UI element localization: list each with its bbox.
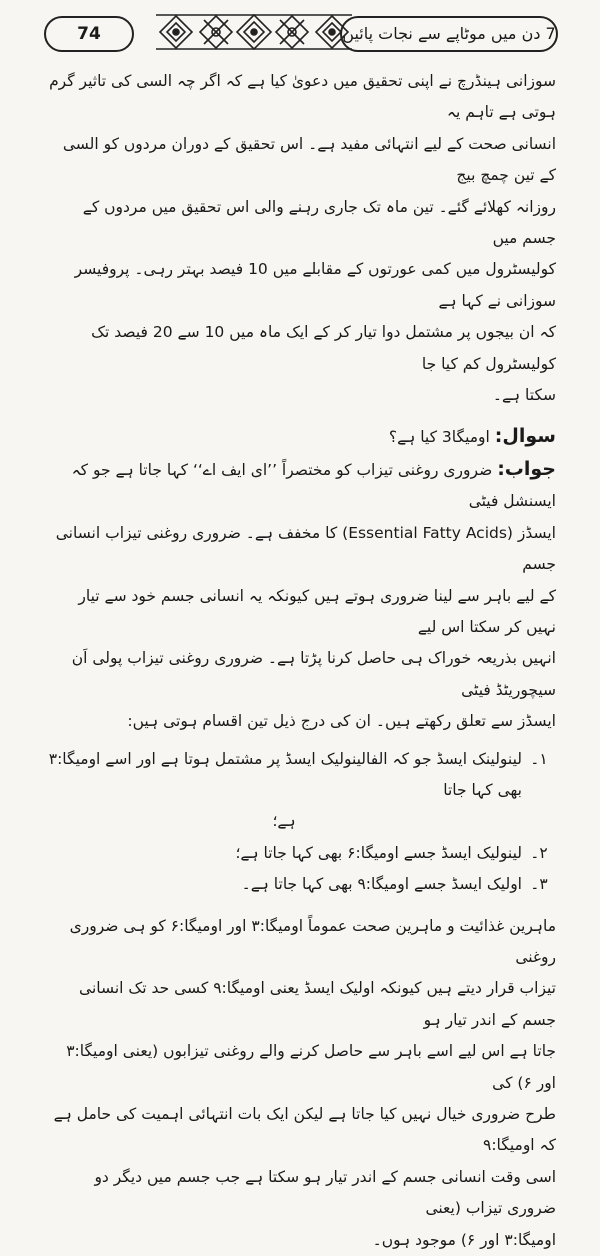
answer-line: ایسڈز سے تعلق رکھتے ہیں۔ ان کی درج ذیل تین اقسام ہوتی ہیں: [127,712,556,731]
list-item [46,869,556,900]
list-number: ۲۔ [530,843,548,862]
body-line: کولیسٹرول میں کمی عورتوں کے مقابلے میں 10 فیصد بہتر رہی۔ پروفیسر سوزانی نے کہا ہے [74,260,556,310]
list-item [46,838,556,869]
body-line: اسی وقت انسانی جسم کے اندر تیار ہو سکتا ہے جب جسم میں دیگر دو ضروری تیزاب (یعنی [94,1167,556,1218]
body-line: طرح ضروری خیال نہیں کیا جاتا ہے لیکن ایک بات انتہائی اہمیت کی حامل ہے کہ اومیگا:۹ [53,1105,556,1155]
answer-text: ضروری روغنی تیزاب کو مختصراً ’’ای ایف اے‘‘ کہا جاتا ہے جو کہ ایسنشل فیٹی [71,460,556,511]
list-text: لینولیک ایسڈ جسے اومیگا:۶ بھی کہا جاتا ہے؛ [235,843,522,862]
body-line: سکتا ہے۔ [492,386,556,405]
body-line: ماہرین غذائیت و ماہرین صحت عموماً اومیگا:۳ اور اومیگا:۶ کو ہی ضروری روغنی [69,916,556,966]
list-text: لینولینک ایسڈ جو کہ الفالینولیک ایسڈ پر مشتمل ہوتا ہے اور اسے اومیگا:۳ بھی کہا جاتا [48,749,522,799]
body-line: کہ ان بیجوں پر مشتمل دوا تیار کر کے ایک ماہ میں 10 سے 20 فیصد تک کولیسٹرول کم کیا جا [91,323,556,373]
list-text: ہے؛ [272,812,296,831]
answer-line: کے لیے باہر سے لینا ضروری ہوتے ہیں کیونکہ یہ انسانی جسم خود سے تیار نہیں کر سکتا اس لیے [78,586,556,636]
english-term: (Essential Fatty Acids) [342,523,513,542]
question [46,421,556,453]
answer-text: کا مخفف ہے۔ ضروری روغنی تیزاب انسانی جسم [55,523,556,574]
list-number: ۱۔ [530,749,548,768]
body-line: روزانہ کھلائے گئے۔ تین ماہ تک جاری رہنے والی اس تحقیق میں مردوں کے جسم میں [82,197,556,248]
ornament-border-icon [156,12,352,52]
answer-text: ایسڈز [517,523,556,542]
acid-list [46,744,556,901]
body-line: سوزانی ہینڈرچ نے اپنی تحقیق میں دعویٰ کیا ہے کہ اگر چہ السی کی تاثیر گرم ہوتی ہے تاہم یہ [49,72,556,122]
answer-line [46,454,556,518]
question-text: اومیگا3 کیا ہے؟ [388,428,490,447]
body-line: تیزاب قرار دیتے ہیں کیونکہ اولیک ایسڈ یعنی اومیگا:۹ کسی حد تک انسانی جسم کے اندر تیار ہو [79,979,556,1029]
answer-label: جواب: [497,457,556,480]
body-line: جاتا ہے اس لیے اسے باہر سے حاصل کرنے والے روغنی تیزابوں (یعنی اومیگا:۳ اور ۶) کی [66,1042,556,1092]
running-title: 7 دن میں موٹاپے سے نجات پائیں [340,16,558,52]
list-number: ۳۔ [530,875,548,894]
page-header [44,12,558,54]
page-number: 74 [44,16,134,52]
question-label: سوال: [494,425,556,448]
body-line: اومیگا:۳ اور ۶) موجود ہوں۔ [372,1230,556,1249]
page-body [46,66,556,1256]
list-item-continuation [46,806,556,837]
body-line: انسانی صحت کے لیے انتہائی مفید ہے۔ اس تحقیق کے دوران مردوں کو السی کے تین چمچ بیج [62,134,556,185]
list-item [46,744,556,807]
answer-line [46,518,556,581]
answer-line: انہیں بذریعہ خوراک ہی حاصل کرنا پڑتا ہے۔ ضروری روغنی تیزاب پولی اَن سیچوریٹڈ فیٹی [71,649,556,699]
list-text: اولیک ایسڈ جسے اومیگا:۹ بھی کہا جاتا ہے۔ [241,875,522,894]
